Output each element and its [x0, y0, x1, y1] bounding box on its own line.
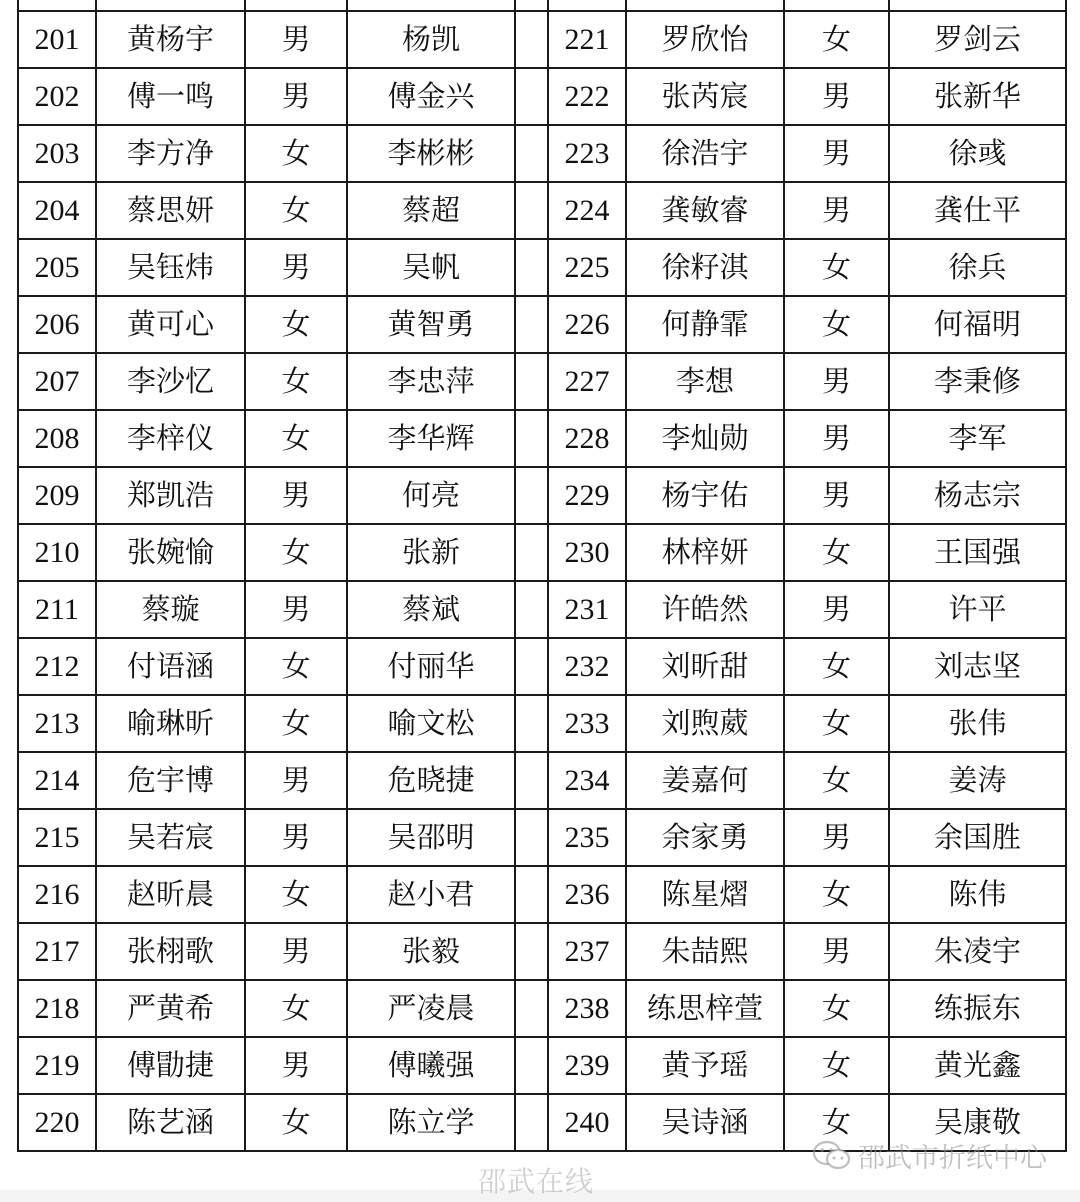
- student-number: 201: [18, 11, 96, 68]
- student-name: 张婉愉: [96, 524, 245, 581]
- student-name: 林梓妍: [626, 524, 784, 581]
- student-name: 余家勇: [626, 809, 784, 866]
- student-gender: 男: [784, 353, 889, 410]
- column-divider: [515, 0, 548, 11]
- student-gender: 男: [784, 809, 889, 866]
- student-number: 202: [18, 68, 96, 125]
- watermark-right: [812, 1136, 1047, 1175]
- student-gender: 男: [245, 239, 347, 296]
- parent-name: 张新: [347, 524, 515, 581]
- column-divider: [515, 68, 548, 125]
- student-name: 张栩歌: [96, 923, 245, 980]
- parent-name: 危晓捷: [347, 752, 515, 809]
- student-number: 226: [548, 296, 626, 353]
- student-name: 陈星熠: [626, 866, 784, 923]
- column-divider: [515, 410, 548, 467]
- table-row: [18, 68, 1066, 125]
- student-number: 234: [548, 752, 626, 809]
- student-gender: 男: [245, 581, 347, 638]
- student-name: 赵昕晨: [96, 866, 245, 923]
- table-row: [18, 1037, 1066, 1094]
- parent-name: 陈伟: [889, 866, 1066, 923]
- student-number: 210: [18, 524, 96, 581]
- table-row: [18, 0, 1066, 11]
- student-number: 238: [548, 980, 626, 1037]
- parent-name: 喻文松: [347, 695, 515, 752]
- column-divider: [515, 752, 548, 809]
- table-row: [18, 752, 1066, 809]
- parent-name: 蔡斌: [347, 581, 515, 638]
- student-name: 付语涵: [96, 638, 245, 695]
- student-number: 204: [18, 182, 96, 239]
- parent-name: 严凌晨: [347, 980, 515, 1037]
- column-divider: [515, 638, 548, 695]
- student-name: 喻琳昕: [96, 695, 245, 752]
- student-name: 李沙忆: [96, 353, 245, 410]
- table-row: [18, 638, 1066, 695]
- student-number: 229: [548, 467, 626, 524]
- student-gender: 男: [245, 923, 347, 980]
- student-number: 213: [18, 695, 96, 752]
- table-row: [18, 296, 1066, 353]
- student-name: 吴若宸: [96, 809, 245, 866]
- student-number: 208: [18, 410, 96, 467]
- student-number: 233: [548, 695, 626, 752]
- student-name: [626, 0, 784, 11]
- watermark-right-text: 邵武市折纸中心: [858, 1143, 1047, 1174]
- parent-name: 吴康敬: [889, 1094, 1066, 1151]
- student-name: 李想: [626, 353, 784, 410]
- parent-name: 吴邵明: [347, 809, 515, 866]
- table-row: [18, 353, 1066, 410]
- table-row: [18, 125, 1066, 182]
- table-row: [18, 695, 1066, 752]
- student-gender: 女: [784, 524, 889, 581]
- table-row: [18, 923, 1066, 980]
- student-name: 吴钰炜: [96, 239, 245, 296]
- student-gender: 女: [245, 410, 347, 467]
- student-number: 214: [18, 752, 96, 809]
- student-name: [96, 0, 245, 11]
- student-gender: 女: [784, 296, 889, 353]
- column-divider: [515, 239, 548, 296]
- parent-name: 许平: [889, 581, 1066, 638]
- student-number: 216: [18, 866, 96, 923]
- student-name: 何静霏: [626, 296, 784, 353]
- student-number: 220: [18, 1094, 96, 1151]
- student-name: 黄杨宇: [96, 11, 245, 68]
- parent-name: 吴帆: [347, 239, 515, 296]
- student-name: 李梓仪: [96, 410, 245, 467]
- column-divider: [515, 866, 548, 923]
- student-name: 龚敏睿: [626, 182, 784, 239]
- student-number: 236: [548, 866, 626, 923]
- student-name: 徐籽淇: [626, 239, 784, 296]
- table-row: [18, 410, 1066, 467]
- student-number: 212: [18, 638, 96, 695]
- student-name: 姜嘉何: [626, 752, 784, 809]
- student-number: 218: [18, 980, 96, 1037]
- parent-name: 黄光鑫: [889, 1037, 1066, 1094]
- student-name: 危宇博: [96, 752, 245, 809]
- parent-name: 张伟: [889, 695, 1066, 752]
- student-gender: 女: [784, 11, 889, 68]
- student-gender: 女: [245, 638, 347, 695]
- parent-name: 余国胜: [889, 809, 1066, 866]
- column-divider: [515, 581, 548, 638]
- student-gender: 女: [245, 182, 347, 239]
- column-divider: [515, 467, 548, 524]
- student-number: 228: [548, 410, 626, 467]
- student-name: 郑凯浩: [96, 467, 245, 524]
- student-number: 205: [18, 239, 96, 296]
- table-row: [18, 11, 1066, 68]
- column-divider: [515, 695, 548, 752]
- student-number: 231: [548, 581, 626, 638]
- student-name: 李灿勋: [626, 410, 784, 467]
- student-gender: 男: [784, 410, 889, 467]
- student-gender: 女: [245, 866, 347, 923]
- parent-name: 傅金兴: [347, 68, 515, 125]
- student-name: 傅勖捷: [96, 1037, 245, 1094]
- parent-name: 徐兵: [889, 239, 1066, 296]
- parent-name: 付丽华: [347, 638, 515, 695]
- parent-name: 姜涛: [889, 752, 1066, 809]
- student-gender: 女: [245, 353, 347, 410]
- student-gender: 女: [245, 980, 347, 1037]
- parent-name: 张毅: [347, 923, 515, 980]
- student-gender: 女: [245, 1094, 347, 1151]
- table-row: [18, 866, 1066, 923]
- student-number: 203: [18, 125, 96, 182]
- column-divider: [515, 1094, 548, 1151]
- student-gender: 男: [784, 125, 889, 182]
- table-row: [18, 239, 1066, 296]
- parent-name: 张新华: [889, 68, 1066, 125]
- parent-name: 刘志坚: [889, 638, 1066, 695]
- student-gender: [784, 0, 889, 11]
- student-gender: 男: [784, 68, 889, 125]
- student-name: 陈艺涵: [96, 1094, 245, 1151]
- student-name: 徐浩宇: [626, 125, 784, 182]
- student-number: 239: [548, 1037, 626, 1094]
- parent-name: 杨志宗: [889, 467, 1066, 524]
- student-number: 206: [18, 296, 96, 353]
- parent-name: 蔡超: [347, 182, 515, 239]
- column-divider: [515, 182, 548, 239]
- parent-name: 罗剑云: [889, 11, 1066, 68]
- student-name: 罗欣怡: [626, 11, 784, 68]
- parent-name: 黄智勇: [347, 296, 515, 353]
- student-number: 230: [548, 524, 626, 581]
- student-gender: 女: [245, 524, 347, 581]
- student-gender: 男: [245, 11, 347, 68]
- student-name: 张芮宸: [626, 68, 784, 125]
- parent-name: 练振东: [889, 980, 1066, 1037]
- student-name: 黄予瑶: [626, 1037, 784, 1094]
- student-number: 223: [548, 125, 626, 182]
- student-name: 蔡璇: [96, 581, 245, 638]
- student-name: 严黄希: [96, 980, 245, 1037]
- student-gender: 女: [784, 866, 889, 923]
- student-gender: [245, 0, 347, 11]
- student-number: 232: [548, 638, 626, 695]
- wechat-icon: [812, 1140, 852, 1172]
- student-name: 练思梓萱: [626, 980, 784, 1037]
- watermark-center: 邵武在线: [478, 1165, 595, 1198]
- parent-name: [889, 0, 1066, 11]
- parent-name: 王国强: [889, 524, 1066, 581]
- student-gender: 女: [245, 296, 347, 353]
- column-divider: [515, 125, 548, 182]
- roster-body: [18, 0, 1066, 1151]
- table-row: [18, 182, 1066, 239]
- student-name: 吴诗涵: [626, 1094, 784, 1151]
- parent-name: 朱凌宇: [889, 923, 1066, 980]
- student-number: 221: [548, 11, 626, 68]
- student-gender: 女: [245, 125, 347, 182]
- parent-name: [347, 0, 515, 11]
- parent-name: 傅曦强: [347, 1037, 515, 1094]
- student-number: 225: [548, 239, 626, 296]
- student-name: 傅一鸣: [96, 68, 245, 125]
- parent-name: 李军: [889, 410, 1066, 467]
- student-name: 刘煦葳: [626, 695, 784, 752]
- student-gender: 男: [245, 752, 347, 809]
- student-number: 217: [18, 923, 96, 980]
- student-gender: 女: [784, 1094, 889, 1151]
- parent-name: 杨凯: [347, 11, 515, 68]
- student-name: 黄可心: [96, 296, 245, 353]
- student-gender: 女: [784, 980, 889, 1037]
- student-number: 224: [548, 182, 626, 239]
- student-number: [18, 0, 96, 11]
- column-divider: [515, 353, 548, 410]
- student-number: [548, 0, 626, 11]
- student-number: 215: [18, 809, 96, 866]
- student-gender: 男: [245, 1037, 347, 1094]
- parent-name: 徐彧: [889, 125, 1066, 182]
- parent-name: 龚仕平: [889, 182, 1066, 239]
- student-gender: 女: [784, 752, 889, 809]
- student-gender: 男: [245, 809, 347, 866]
- student-number: 219: [18, 1037, 96, 1094]
- student-gender: 女: [245, 695, 347, 752]
- student-number: 211: [18, 581, 96, 638]
- student-gender: 男: [245, 68, 347, 125]
- student-number: 237: [548, 923, 626, 980]
- parent-name: 赵小君: [347, 866, 515, 923]
- student-number: 240: [548, 1094, 626, 1151]
- student-gender: 男: [784, 581, 889, 638]
- roster-table: [17, 0, 1067, 1152]
- table-row: [18, 467, 1066, 524]
- student-number: 209: [18, 467, 96, 524]
- student-name: 杨宇佑: [626, 467, 784, 524]
- student-gender: 女: [784, 638, 889, 695]
- student-gender: 女: [784, 1037, 889, 1094]
- table-row: [18, 809, 1066, 866]
- table-row: [18, 581, 1066, 638]
- student-gender: 女: [784, 239, 889, 296]
- student-name: 蔡思妍: [96, 182, 245, 239]
- student-number: 222: [548, 68, 626, 125]
- parent-name: 李忠萍: [347, 353, 515, 410]
- parent-name: 何亮: [347, 467, 515, 524]
- student-gender: 男: [784, 182, 889, 239]
- parent-name: 何福明: [889, 296, 1066, 353]
- student-name: 许皓然: [626, 581, 784, 638]
- column-divider: [515, 524, 548, 581]
- column-divider: [515, 296, 548, 353]
- column-divider: [515, 809, 548, 866]
- student-gender: 女: [784, 695, 889, 752]
- student-gender: 男: [784, 923, 889, 980]
- parent-name: 李华辉: [347, 410, 515, 467]
- student-name: 朱喆熙: [626, 923, 784, 980]
- student-name: 刘昕甜: [626, 638, 784, 695]
- column-divider: [515, 11, 548, 68]
- parent-name: 李彬彬: [347, 125, 515, 182]
- parent-name: 李秉修: [889, 353, 1066, 410]
- student-number: 235: [548, 809, 626, 866]
- student-gender: 男: [245, 467, 347, 524]
- column-divider: [515, 1037, 548, 1094]
- student-number: 227: [548, 353, 626, 410]
- student-name: 李方净: [96, 125, 245, 182]
- student-gender: 男: [784, 467, 889, 524]
- column-divider: [515, 923, 548, 980]
- parent-name: 陈立学: [347, 1094, 515, 1151]
- column-divider: [515, 980, 548, 1037]
- student-number: 207: [18, 353, 96, 410]
- table-row: [18, 524, 1066, 581]
- table-row: [18, 980, 1066, 1037]
